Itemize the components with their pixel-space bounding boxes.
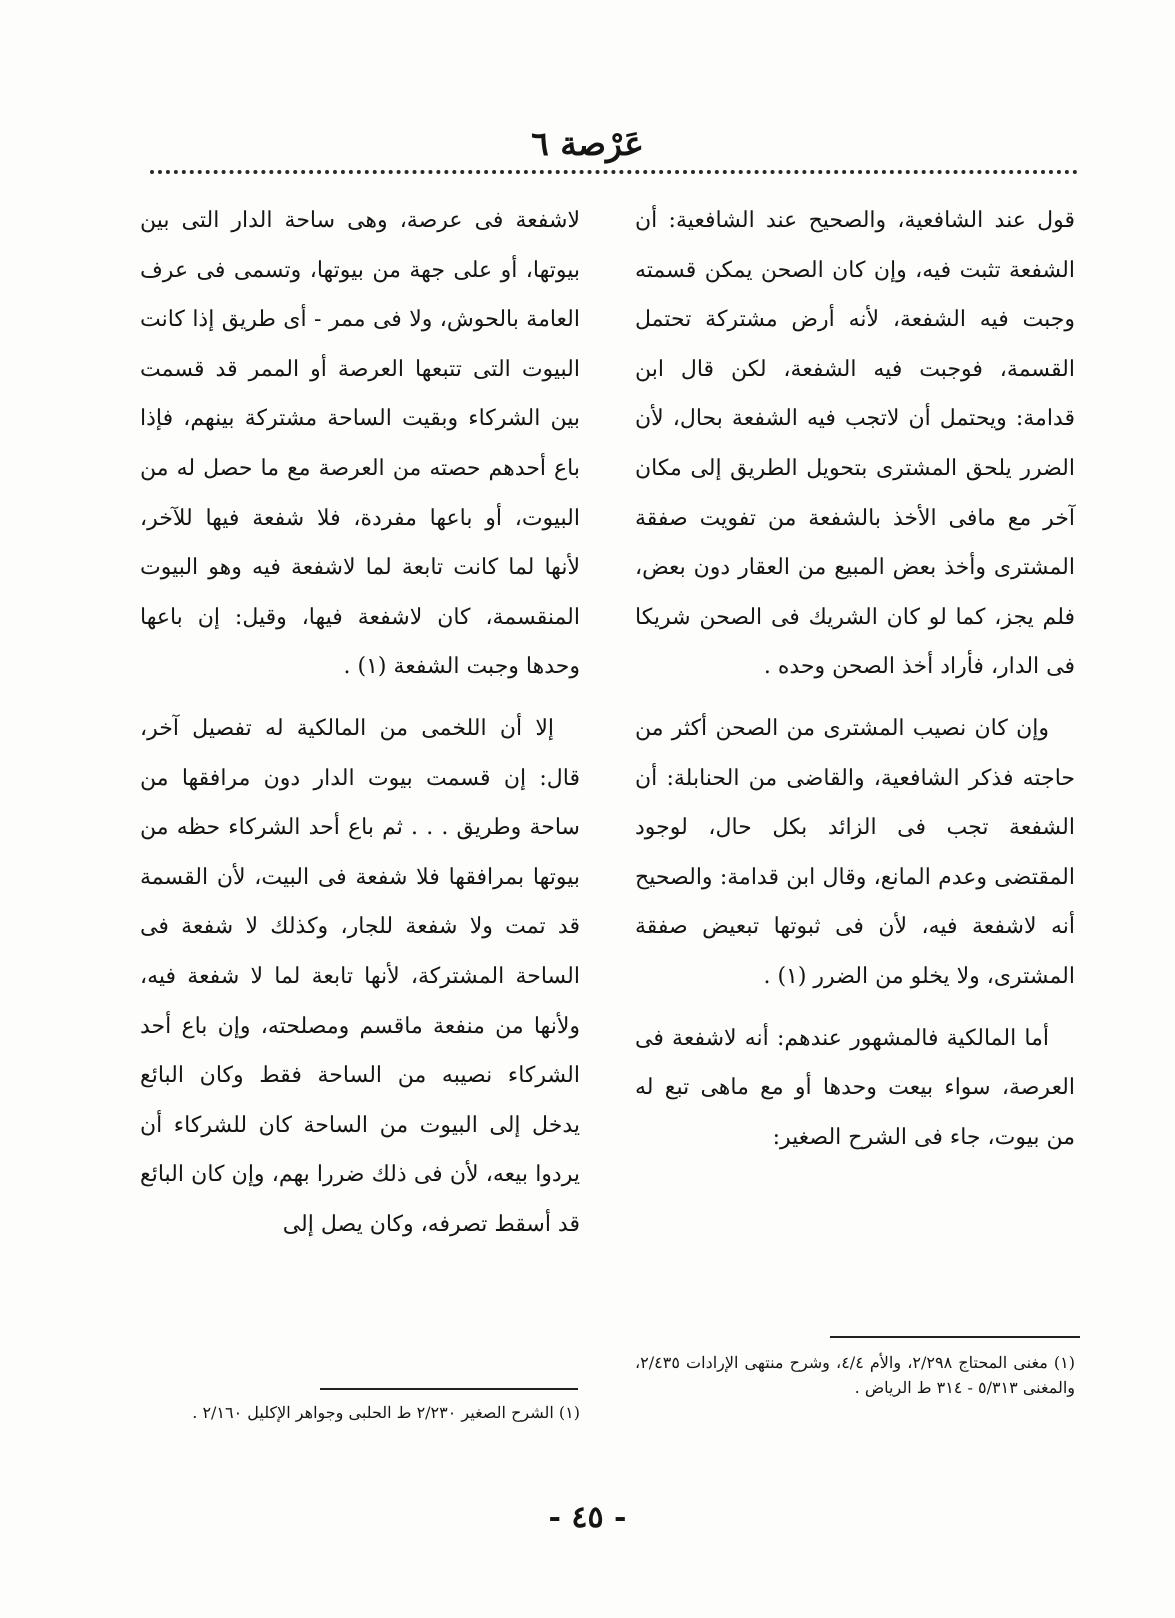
header-dotted-rule (150, 170, 1078, 174)
paragraph: أما المالكية فالمشهور عندهم: أنه لاشفعة فى العرصة، سواء بيعت وحدها أو مع ماهى تبع له من بيوت، جاء فى الشرح الصغير: (635, 1025, 1075, 1150)
paragraph: إلا أن اللخمى من المالكية له تفصيل آخر، قال: إن قسمت بيوت الدار دون مرافقها من ساحة وطريق . . . ثم باع أحد الشركاء حظه من بيوتها بمرافقها فلا شفعة فى البيت، لأن القسمة قد تمت ولا شفعة للجار، وكذلك لا شفعة فى الساحة المشتركة، لأنها تابعة لما لا شفعة فيه، ولأنها من منفعة ماقسم ومصلحته، وإن باع أحد الشركاء نصيبه من الساحة فقط وكان البائع يدخل إلى البيوت من الساحة كان للشركاء أن يردوا بيعه، لأن فى ذلك ضررا بهم، وإن كان البائع قد أسقط تصرفه، وكان يصل إلى (140, 715, 580, 1237)
footnote-separator (320, 1388, 578, 1390)
footnote-separator (830, 1336, 1080, 1338)
page-number: - ٤٥ - (548, 1500, 627, 1535)
running-title: عَرْصة ٦ (531, 124, 644, 163)
right-column (635, 196, 1075, 1162)
footnote-left: (١) الشرح الصغير ٢/٢٣٠ ط الحلبى وجواهر الإكليل ٢/١٦٠ . (192, 1403, 580, 1422)
paragraph: لاشفعة فى عرصة، وهى ساحة الدار التى بين بيوتها، أو على جهة من بيوتها، وتسمى فى عرف العامة بالحوش، ولا فى ممر - أى طريق إذا كانت البيوت التى تتبعها العرصة أو الممر قد قسمت بين الشركاء وبقيت الساحة مشتركة بينهم، فإذا باع أحدهم حصته من العرصة مع ما حصل له من البيوت، أو باعها مفردة، فلا شفعة فيها للآخر، لأنها لما كانت تابعة لما لاشفعة فيه وهو البيوت المنقسمة، كان لاشفعة فيها، وقيل: إن باعها وحدها وجبت الشفعة (١) . (140, 208, 580, 680)
paragraph: قول عند الشافعية، والصحيح عند الشافعية: أن الشفعة تثبت فيه، وإن كان الصحن يمكن قسمته وجبت فيه الشفعة، لأنه أرض مشتركة تحتمل القسمة، فوجبت فيه الشفعة، لكن قال ابن قدامة: ويحتمل أن لاتجب فيه الشفعة بحال، لأن الضرر يلحق المشترى بتحويل الطريق إلى مكان آخر مع مافى الأخذ بالشفعة من تفويت صفقة المشترى وأخذ بعض المبيع من العقار دون بعض، فلم يجز، كما لو كان الشريك فى الصحن شريكا فى الدار، فأراد أخذ الصحن وحده . (635, 208, 1075, 680)
left-column (140, 196, 580, 1249)
footnote-right: (١) مغنى المحتاج ٢/٢٩٨، والأم ٤/٤، وشرح منتهى الإرادات ٢/٤٣٥، والمغنى ٥/٣١٣ - ٣١٤ ط الرياض . (635, 1353, 1076, 1397)
paragraph: وإن كان نصيب المشترى من الصحن أكثر من حاجته فذكر الشافعية، والقاضى من الحنابلة: أن الشفعة تجب فى الزائد بكل حال، لوجود المقتضى وعدم المانع، وقال ابن قدامة: والصحيح أنه لاشفعة فيه، لأن فى ثبوتها تبعيض صفقة المشترى، ولا يخلو من الضرر (١) . (635, 715, 1075, 989)
